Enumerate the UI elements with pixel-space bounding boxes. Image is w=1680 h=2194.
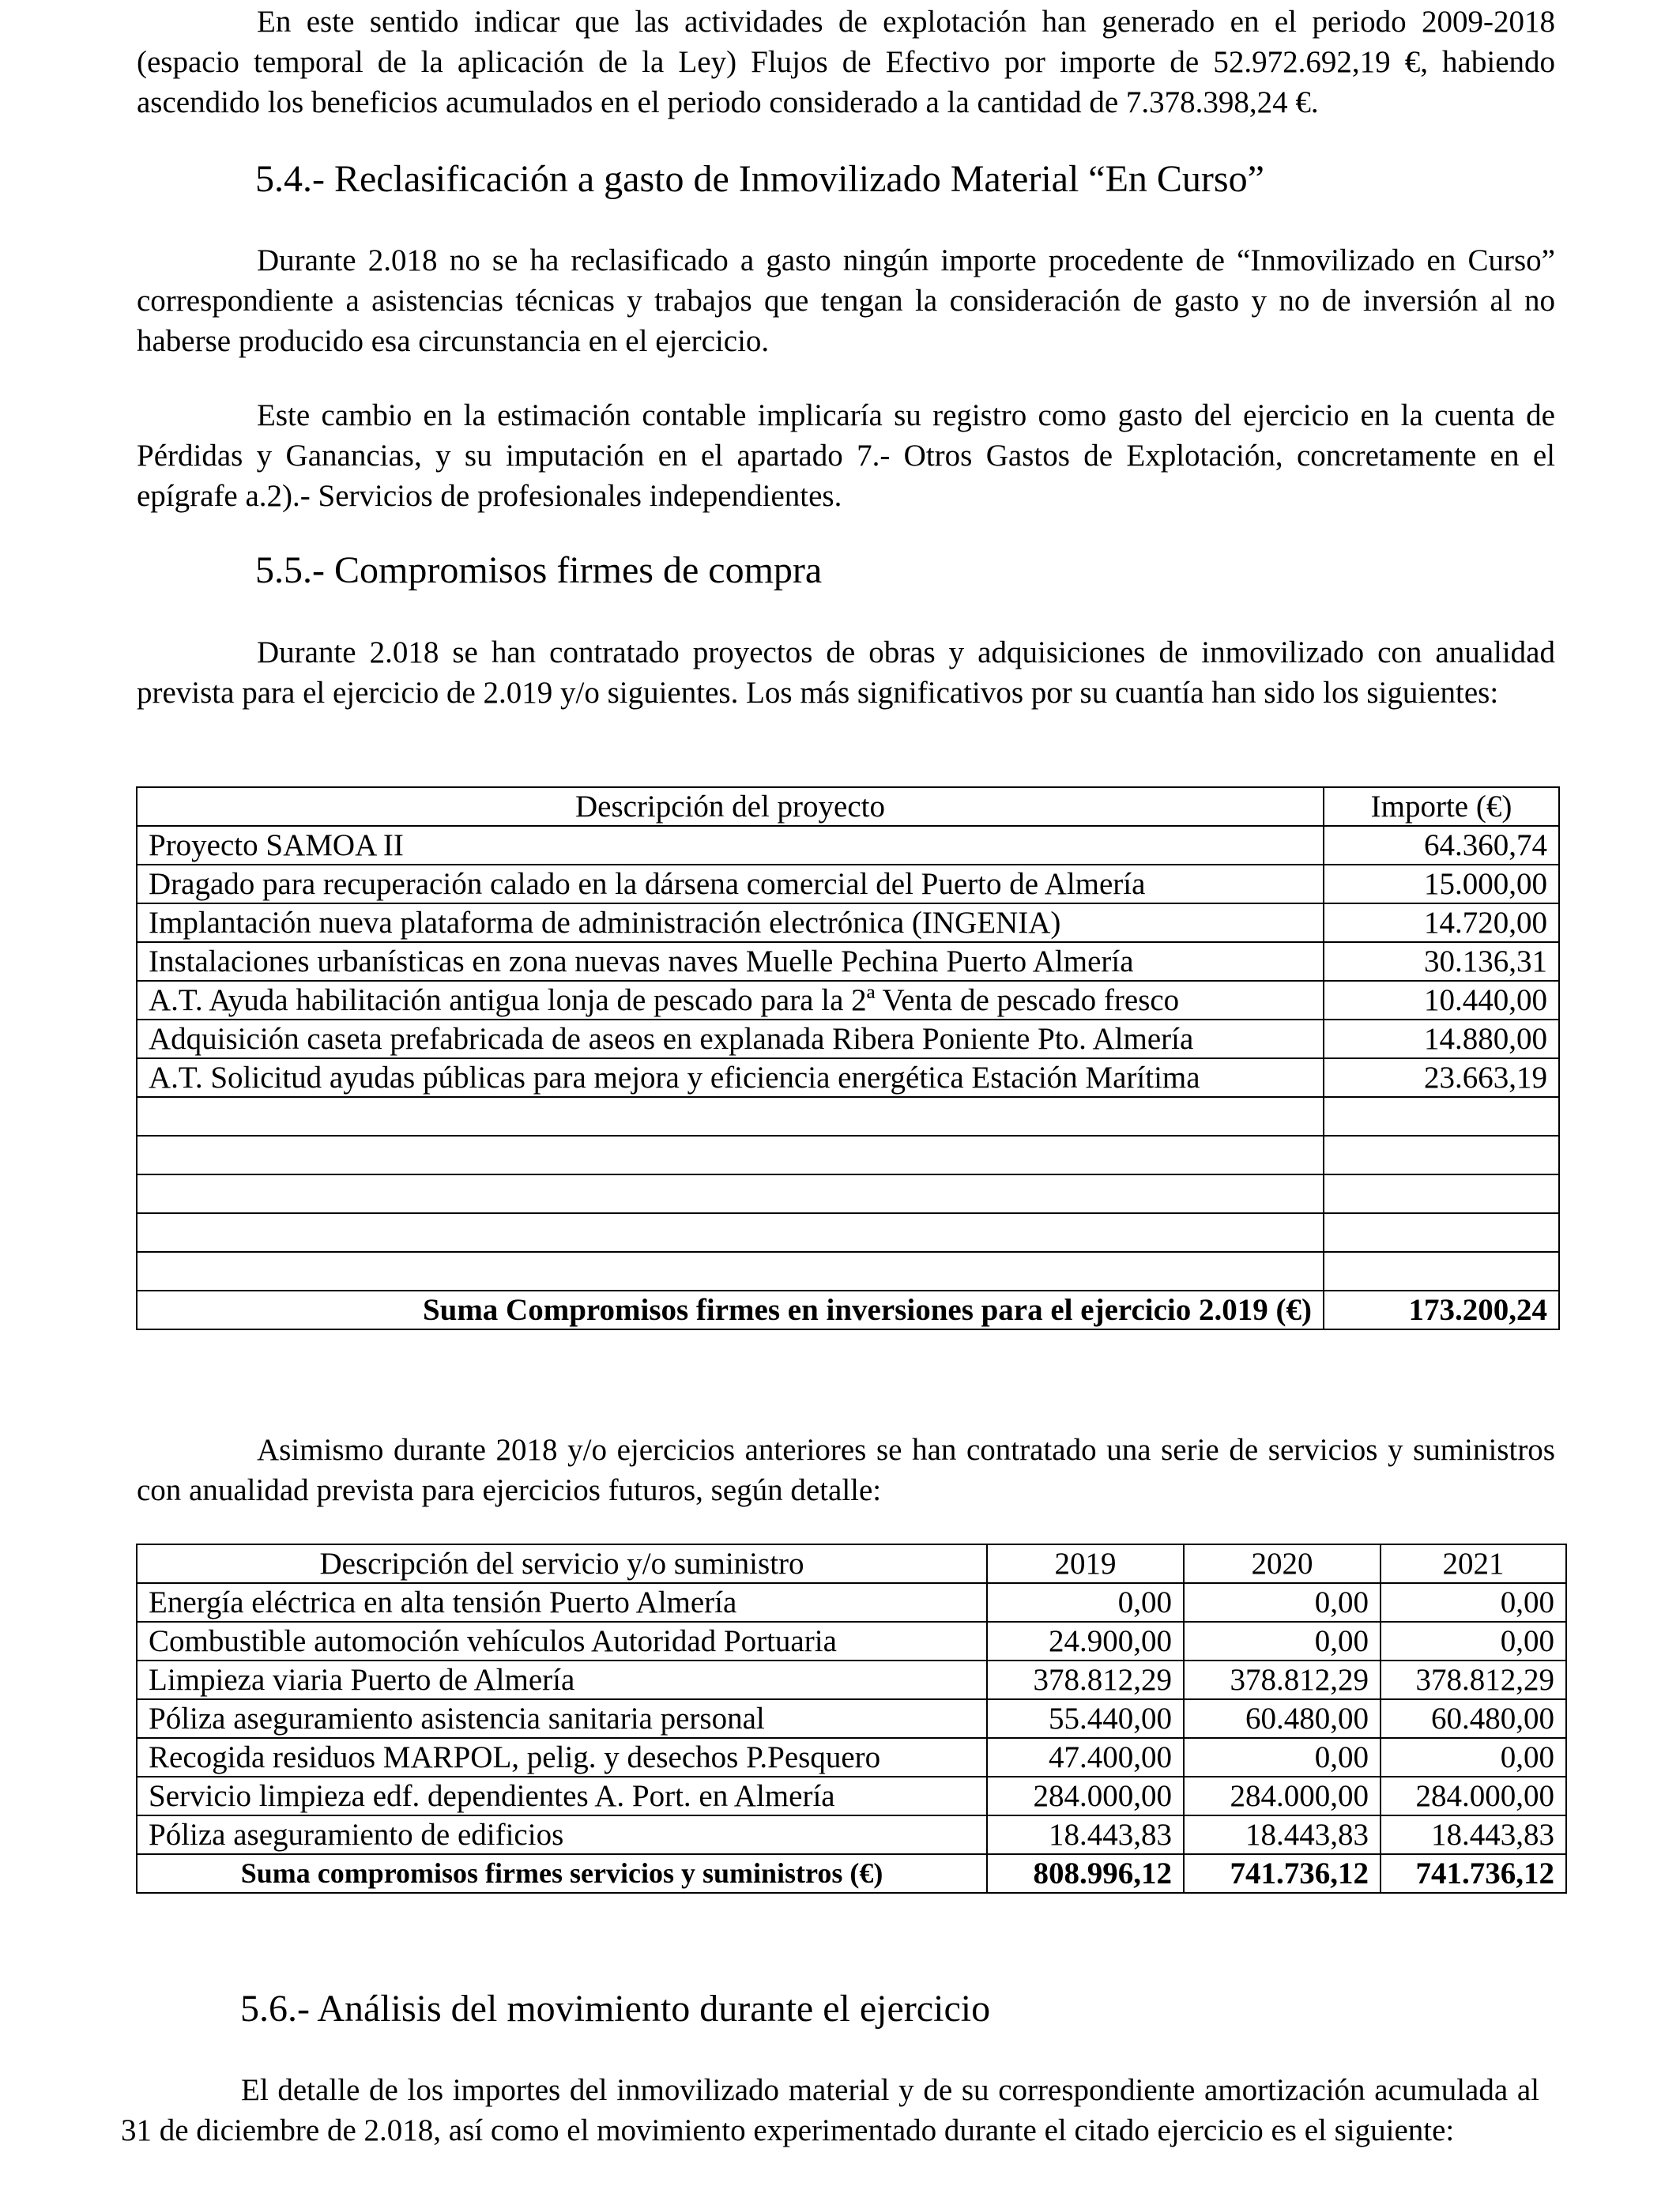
empty-row	[137, 1252, 1559, 1291]
table-row: Instalaciones urbanísticas en zona nuevas naves Muelle Pechina Puerto Almería 30.136,31	[137, 942, 1559, 981]
table-row: Recogida residuos MARPOL, pelig. y desechos P.Pesquero 47.400,00 0,00 0,00	[137, 1738, 1566, 1777]
table-row: A.T. Ayuda habilitación antigua lonja de pescado para la 2ª Venta de pescado fresco 10.440,00	[137, 981, 1559, 1020]
table-row: Proyecto SAMOA II 64.360,74	[137, 826, 1559, 865]
total-label: Suma Compromisos firmes en inversiones para el ejercicio 2.019 (€)	[137, 1291, 1324, 1329]
table-total-row	[137, 1854, 1566, 1893]
empty-row	[137, 1213, 1559, 1252]
paragraph-cash-flows: En este sentido indicar que las actividades de explotación han generado en el periodo 2009-2018 (espacio temporal de la aplicación de la Ley) Flujos de Efectivo por importe de 52.972.692,19 €, habiendo ascendido los beneficios acumulados en el periodo considerado a la cantidad de 7.378.398,24 €.	[137, 5, 1555, 119]
table-row: Energía eléctrica en alta tensión Puerto Almería 0,00 0,00 0,00	[137, 1583, 1566, 1622]
heading-5-5: 5.5.- Compromisos firmes de compra	[255, 549, 823, 591]
paragraph-movement: El detalle de los importes del inmovilizado material y de su correspondiente amortización acumulada al 31 de diciembre de 2.018, así como el movimiento experimentado durante el citado ejercicio es el siguiente:	[121, 2073, 1539, 2147]
paragraph-services: Asimismo durante 2018 y/o ejercicios anteriores se han contratado una serie de servicios y suministros con anualidad prevista para ejercicios futuros, según detalle:	[137, 1433, 1555, 1507]
header-2019: 2019	[987, 1544, 1184, 1583]
header-service: Descripción del servicio y/o suministro	[137, 1544, 987, 1583]
header-amount: Importe (€)	[1324, 787, 1559, 826]
header-description: Descripción del proyecto	[137, 787, 1324, 826]
empty-row	[137, 1136, 1559, 1174]
table-row: Adquisición caseta prefabricada de aseos en explanada Ribera Poniente Pto. Almería 14.880,00	[137, 1020, 1559, 1058]
table-row: Implantación nueva plataforma de administración electrónica (INGENIA) 14.720,00	[137, 903, 1559, 942]
table-row: A.T. Solicitud ayudas públicas para mejora y eficiencia energética Estación Marítima 23.663,19	[137, 1058, 1559, 1097]
total-label: Suma compromisos firmes servicios y suministros (€)	[137, 1854, 987, 1893]
table-row: Combustible automoción vehículos Autoridad Portuaria 24.900,00 0,00 0,00	[137, 1622, 1566, 1661]
table-row: Servicio limpieza edf. dependientes A. Port. en Almería 284.000,00 284.000,00 284.000,00	[137, 1777, 1566, 1815]
empty-row	[137, 1174, 1559, 1213]
table-row: Limpieza viaria Puerto de Almería 378.812,29 378.812,29 378.812,29	[137, 1661, 1566, 1699]
heading-5-6: 5.6.- Análisis del movimiento durante el ejercicio	[240, 1988, 991, 2030]
header-2020: 2020	[1184, 1544, 1381, 1583]
table-row: Póliza aseguramiento de edificios 18.443,83 18.443,83 18.443,83	[137, 1815, 1566, 1854]
projects-table	[136, 786, 1560, 1330]
heading-5-4: 5.4.- Reclasificación a gasto de Inmovilizado Material “En Curso”	[255, 158, 1264, 200]
header-2021: 2021	[1381, 1544, 1566, 1583]
table-header-row	[137, 1544, 1566, 1583]
table-row: Dragado para recuperación calado en la dársena comercial del Puerto de Almería 15.000,00	[137, 865, 1559, 903]
paragraph-contracted-projects: Durante 2.018 se han contratado proyectos de obras y adquisiciones de inmovilizado con anualidad prevista para el ejercicio de 2.019 y/o siguientes. Los más significativos por su cuantía han sido los siguientes:	[137, 635, 1555, 710]
paragraph-estimate-change: Este cambio en la estimación contable implicaría su registro como gasto del ejercicio en la cuenta de Pérdidas y Ganancias, y su imputación en el apartado 7.- Otros Gastos de Explotación, concretamente en el epígrafe a.2).- Servicios de profesionales independientes.	[137, 398, 1555, 513]
paragraph-reclassification: Durante 2.018 no se ha reclasificado a gasto ningún importe procedente de “Inmovilizado en Curso” correspondiente a asistencias técnicas y trabajos que tengan la consideración de gasto y no de inversión al no haberse producido esa circunstancia en el ejercicio.	[137, 243, 1555, 358]
services-table	[136, 1544, 1567, 1894]
total-2021: 741.736,12	[1381, 1854, 1566, 1893]
table-total-row	[137, 1291, 1559, 1329]
total-2020: 741.736,12	[1184, 1854, 1381, 1893]
table-row: Póliza aseguramiento asistencia sanitaria personal 55.440,00 60.480,00 60.480,00	[137, 1699, 1566, 1738]
table-header-row	[137, 787, 1559, 826]
total-2019: 808.996,12	[987, 1854, 1184, 1893]
empty-row	[137, 1097, 1559, 1136]
total-value: 173.200,24	[1324, 1291, 1559, 1329]
